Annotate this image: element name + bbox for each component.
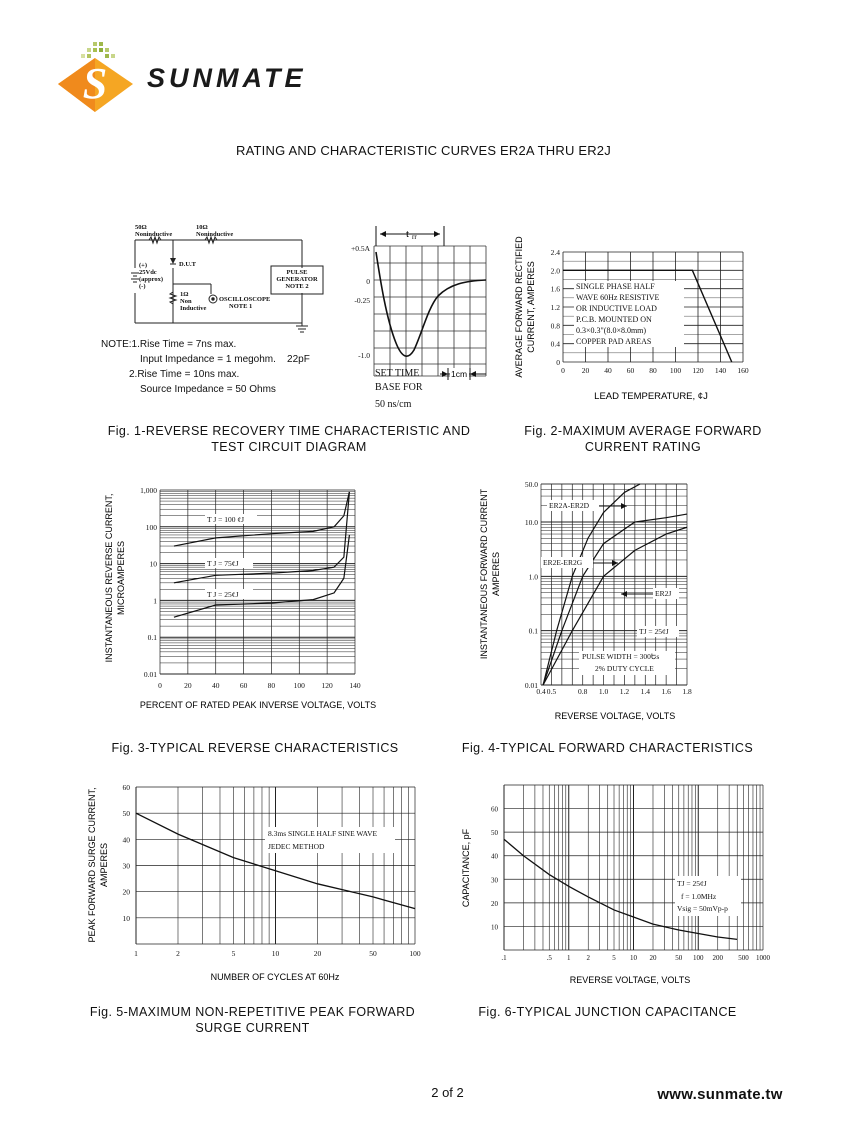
x-tick: 160 [737,366,749,375]
fig3-ylabel-1: INSTANTANEOUS REVERSE CURRENT, [104,493,114,663]
x-tick: 40 [604,366,612,375]
page-title: RATING AND CHARACTERISTIC CURVES ER2A THRU ER2J [236,143,611,158]
fig2-caption: Fig. 2-MAXIMUM AVERAGE FORWARD CURRENT RATING [524,424,762,454]
curve-label: ER2E-ER2G [543,558,583,567]
fig3-ylabel-2: MICROAMPERES [116,540,126,616]
x-tick: 100 [293,681,305,690]
temp-label: TJ = 25¢J [639,627,669,636]
svg-text:GENERATOR: GENERATOR [276,276,318,283]
curve-label: T J = 75¢J [207,559,239,568]
note-line: Source Impedance = 50 Ohms [140,384,276,395]
x-tick: 1.0 [598,687,609,696]
x-tick: 1.6 [661,687,671,696]
fig6-chart [455,778,780,990]
y-tick: 1.0 [528,572,538,582]
curve-label: ER2J [655,589,672,598]
y-tick: 20 [122,887,130,897]
fig2-ylabel-2: CURRENT, AMPERES [526,261,536,353]
svg-text:Non: Non [180,298,192,305]
fig2-xlabel: LEAD TEMPERATURE, ¢J [594,391,708,402]
x-tick: 0 [158,681,162,690]
svg-text:Vsig = 50mVp-p: Vsig = 50mVp-p [677,904,728,913]
x-tick: 140 [714,366,727,375]
y-tick: 30 [491,876,498,885]
x-tick: 1000 [756,954,770,962]
fig3-caption: Fig. 3-TYPICAL REVERSE CHARACTERISTICS [111,741,399,755]
fig5-xlabel: NUMBER OF CYCLES AT 60Hz [210,972,340,982]
fig1-circuit-diagram [95,218,325,338]
fig3-xlabel: PERCENT OF RATED PEAK INVERSE VOLTAGE, VOLTS [139,700,377,710]
svg-text:PULSE: PULSE [286,269,308,276]
svg-text:50 ns/cm: 50 ns/cm [375,399,412,410]
x-tick: 10 [271,949,280,958]
curve-label: T J = 25¢J [207,590,239,599]
y-tick: 50 [491,829,498,838]
note-line: 2.Rise Time = 10ns max. [129,369,240,380]
logo-dots [81,42,115,58]
x-tick: 80 [649,366,657,375]
fig5-ylabel-1: PEAK FORWARD SURGE CURRENT, [87,787,97,943]
x-tick: 1 [134,949,138,958]
y-tick: 10 [149,559,157,569]
x-tick: 60 [626,366,635,375]
svg-text:25Vdc: 25Vdc [139,269,157,276]
y-tick: 30 [122,861,130,871]
brand-logo [55,40,325,120]
y-tick: 0 [366,277,370,286]
y-tick: 1,000 [140,486,157,495]
x-tick: 5 [612,954,616,962]
fig2-chart [508,225,788,410]
svg-text:SET TIME: SET TIME [375,368,420,379]
fig5-caption: Fig. 5-MAXIMUM NON-REPETITIVE PEAK FORWARD SURGE CURRENT [89,1005,416,1035]
fig5-chart [85,778,430,988]
x-tick: 120 [321,681,333,690]
x-tick: 10 [630,954,637,962]
svg-text:0.3×0.3"(8.0×8.0mm): 0.3×0.3"(8.0×8.0mm) [576,326,647,335]
svg-text:NOTE 2: NOTE 2 [285,283,309,290]
x-tick: .1 [501,954,507,962]
y-tick: -0.25 [354,296,370,305]
svg-text:JEDEC METHOD: JEDEC METHOD [268,842,325,851]
x-tick: 500 [738,954,749,962]
x-tick: 200 [712,954,723,962]
fig1-caption: Fig. 1-REVERSE RECOVERY TIME CHARACTERISTIC AND TEST CIRCUIT DIAGRAM [107,424,471,454]
y-tick: 2.0 [550,266,560,276]
y-tick: 1 [153,596,157,606]
y-tick: 0 [556,358,560,367]
y-tick: 50.0 [524,480,538,489]
svg-text:(+): (+) [139,262,148,269]
fig6-ylabel: CAPACITANCE, pF [461,828,471,908]
x-tick: 60 [239,681,248,690]
x-tick: 20 [581,366,590,375]
x-tick: 20 [313,949,322,958]
x-tick: 20 [184,681,192,690]
fig6-xlabel: REVERSE VOLTAGE, VOLTS [569,975,691,985]
curve-label: T J = 100 ¢J [207,515,245,524]
x-tick: 100 [693,954,704,962]
reverse-current-curve [174,535,350,617]
x-tick: 0 [561,366,565,375]
diode-icon [170,258,176,264]
x-tick: 1 [567,954,571,962]
trr-label: t [406,228,410,240]
svg-text:8.3ms SINGLE HALF SINE WAVE: 8.3ms SINGLE HALF SINE WAVE [268,829,378,838]
y-tick: 40 [491,852,498,861]
fig1-scope-trace [340,218,500,413]
svg-text:1Ω: 1Ω [180,291,189,298]
logo-letter: S [82,59,108,108]
svg-text:D.U.T: D.U.T [179,261,196,268]
fig1-notes [101,337,341,397]
y-tick: +0.5A [350,244,370,253]
svg-text:Noninductive: Noninductive [135,231,173,238]
svg-text:50Ω: 50Ω [135,224,147,231]
y-tick: 10 [491,923,498,932]
x-tick: 1.4 [640,687,650,696]
y-tick: 60 [122,783,130,792]
y-tick: 10.0 [524,517,538,527]
x-tick: 40 [211,681,220,690]
svg-text:NOTE 1: NOTE 1 [229,303,253,310]
fig4-chart [475,478,695,728]
svg-text:Noninductive: Noninductive [196,231,234,238]
x-tick: 2 [586,954,590,962]
x-tick: 120 [692,366,704,375]
x-tick: 0.4 [536,687,546,696]
y-tick: 2.4 [550,248,560,257]
x-tick: 80 [267,681,276,690]
x-tick: 5 [231,949,236,958]
trr-subscript: rr [412,233,417,241]
duty-label: 2% DUTY CYCLE [595,664,654,673]
svg-text:COPPER PAD AREAS: COPPER PAD AREAS [576,337,652,346]
x-tick: 20 [649,954,657,962]
brand-name: SUNMATE [147,63,307,93]
x-tick: 2 [176,949,180,958]
x-tick: 1.2 [619,687,630,696]
svg-text:(approx): (approx) [139,276,164,283]
page-number: 2 of 2 [431,1085,464,1100]
fig4-xlabel: REVERSE VOLTAGE, VOLTS [554,711,676,721]
y-tick: 100 [145,522,157,532]
fig4-ylabel-1: INSTANTANEOUS FORWARD CURRENT [479,488,489,660]
svg-text:10Ω: 10Ω [196,224,208,231]
svg-text:Inductive: Inductive [180,305,207,312]
svg-text:BASE FOR: BASE FOR [375,382,423,393]
svg-text:TJ = 25¢J: TJ = 25¢J [677,879,707,888]
y-tick: -1.0 [358,351,370,360]
cm-label: 1cm [450,369,468,379]
x-tick: 50 [369,949,377,958]
y-tick: 50 [122,809,130,819]
svg-text:f = 1.0MHz: f = 1.0MHz [681,892,717,901]
fig4-caption: Fig. 4-TYPICAL FORWARD CHARACTERISTICS [461,741,754,755]
svg-text:SINGLE PHASE HALF: SINGLE PHASE HALF [576,282,655,291]
svg-text:WAVE 60Hz RESISTIVE: WAVE 60Hz RESISTIVE [576,293,660,302]
fig3-chart [100,478,400,718]
x-tick: 0.5 [546,687,557,696]
x-tick: 0.8 [578,687,588,696]
fig6-caption: Fig. 6-TYPICAL JUNCTION CAPACITANCE [478,1005,737,1019]
fig4-ylabel-2: AMPERES [491,551,501,597]
x-tick: 140 [349,681,361,690]
recovery-waveform [376,252,486,356]
y-tick: 0.1 [528,626,538,636]
svg-text:(-): (-) [139,283,146,290]
x-tick: .5 [546,954,552,962]
fig2-ylabel-1: AVERAGE FORWARD RECTIFIED [514,236,524,378]
y-tick: 20 [491,899,498,908]
x-tick: 100 [409,949,421,958]
note-line: Input Impedance = 1 megohm. 22pF [140,354,310,365]
y-tick: 0.01 [524,681,538,690]
curve-label: ER2A-ER2D [549,501,589,510]
pulse-label: PULSE WIDTH = 300Եs [582,652,660,661]
y-tick: 0.1 [147,633,157,643]
y-tick: 0.01 [143,670,157,679]
x-tick: 50 [675,954,683,962]
y-tick: 1.6 [550,284,560,294]
y-tick: 60 [491,805,498,814]
y-tick: 0.8 [550,321,560,331]
svg-text:P.C.B. MOUNTED ON: P.C.B. MOUNTED ON [576,315,652,324]
fig5-ylabel-2: AMPERES [99,842,109,888]
y-tick: 0.4 [550,339,560,349]
note-line: NOTE:1.Rise Time = 7ns max. [101,339,237,350]
x-tick: 100 [669,366,682,375]
y-tick: 10 [122,913,130,923]
y-tick: 40 [122,835,130,845]
svg-text:OR INDUCTIVE LOAD: OR INDUCTIVE LOAD [576,304,657,313]
svg-text:OSCILLOSCOPE: OSCILLOSCOPE [219,296,271,303]
x-tick: 1.8 [682,687,692,696]
website-link[interactable]: www.sunmate.tw [657,1086,783,1103]
y-tick: 1.2 [550,303,560,312]
